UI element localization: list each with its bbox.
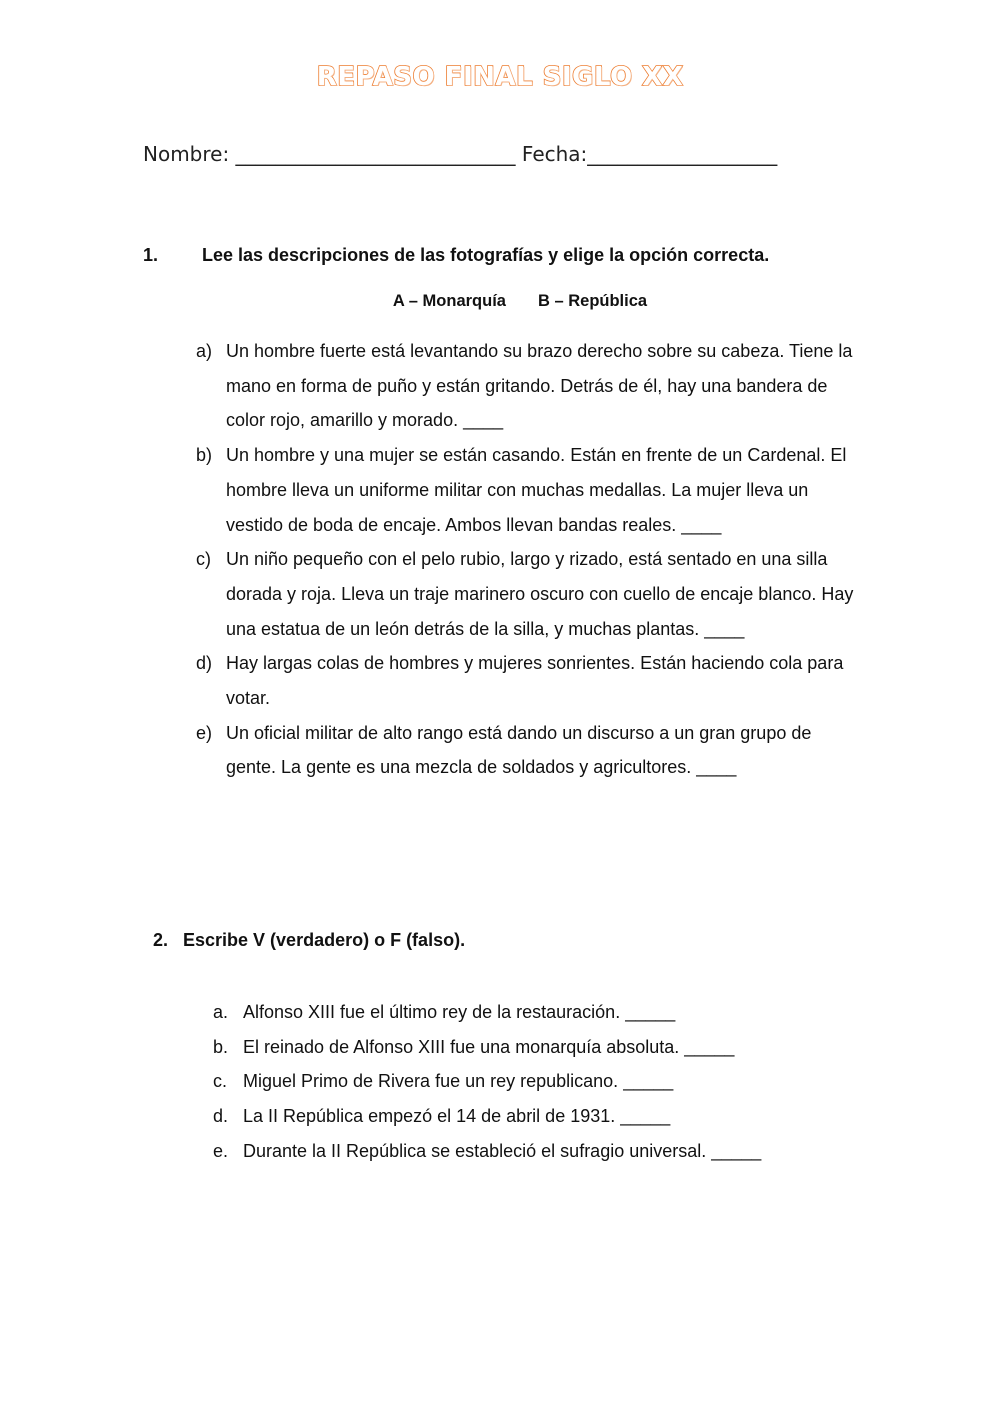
list-item[interactable] bbox=[196, 438, 866, 542]
question-1-number: 1. bbox=[143, 245, 159, 265]
question-1-text: Lee las descripciones de las fotografías y elige la opción correcta. bbox=[202, 245, 770, 265]
option-a: A – Monarquía bbox=[392, 292, 506, 310]
list-item[interactable] bbox=[196, 334, 866, 438]
item-marker: e. bbox=[213, 1140, 229, 1161]
item-text: Un hombre fuerte está levantando su brazo derecho sobre su cabeza. Tiene la mano en forma de puño y están gritando. Detrás de él, hay una bandera de color rojo, amarillo y morado. ____ bbox=[226, 341, 853, 431]
item-marker: e) bbox=[196, 722, 213, 743]
option-b: B – República bbox=[537, 292, 648, 310]
item-text: Un hombre y una mujer se están casando. Están en frente de un Cardenal. El hombre lleva un uniforme militar con muchas medallas. La mujer lleva un vestido de boda de encaje. Ambos llevan bandas reales. ____ bbox=[226, 445, 847, 535]
list-item[interactable] bbox=[213, 995, 863, 1030]
list-item[interactable] bbox=[196, 542, 866, 646]
item-text: Hay largas colas de hombres y mujeres sonrientes. Están haciendo cola para votar. bbox=[226, 653, 844, 709]
item-marker: a. bbox=[213, 1002, 229, 1022]
item-text: Alfonso XIII fue el último rey de la restauración. _____ bbox=[243, 1002, 676, 1022]
item-text: Un niño pequeño con el pelo rubio, largo y rizado, está sentado en una silla dorada y roja. Lleva un traje marinero oscuro con cuello de encaje blanco. Hay una estatua de un león detrás de la silla, y muchas plantas. ____ bbox=[226, 549, 854, 639]
item-text: Miguel Primo de Rivera fue un rey republicano. _____ bbox=[243, 1071, 674, 1092]
item-marker: c) bbox=[196, 549, 211, 570]
list-item[interactable] bbox=[196, 716, 866, 785]
list-item[interactable] bbox=[213, 1030, 863, 1065]
question-2-list bbox=[213, 995, 863, 1169]
item-text: Durante la II República se estableció el sufragio universal. _____ bbox=[243, 1140, 762, 1161]
question-1-list bbox=[196, 334, 866, 785]
item-marker: b) bbox=[196, 445, 213, 466]
question-1-heading bbox=[143, 245, 769, 266]
item-marker: c. bbox=[213, 1071, 228, 1092]
list-item[interactable] bbox=[213, 1099, 863, 1134]
item-marker: a) bbox=[196, 341, 213, 361]
item-marker: d) bbox=[196, 653, 213, 674]
question-2-text: Escribe V (verdadero) o F (falso). bbox=[183, 930, 466, 950]
list-item[interactable] bbox=[213, 1064, 863, 1099]
item-marker: b. bbox=[213, 1036, 229, 1057]
item-text: El reinado de Alfonso XIII fue una monarquía absoluta. _____ bbox=[243, 1036, 735, 1057]
answer-options bbox=[0, 292, 1000, 311]
worksheet-title: REPASO FINAL SIGLO XX bbox=[316, 62, 684, 92]
item-text: Un oficial militar de alto rango está dando un discurso a un gran grupo de gente. La gente es una mezcla de soldados y agricultores. ____ bbox=[226, 722, 812, 778]
name-date-line[interactable]: Nombre: ____________________________ Fecha:___________________ bbox=[143, 142, 778, 166]
list-item[interactable] bbox=[213, 1134, 863, 1169]
question-2-number: 2. bbox=[153, 930, 169, 950]
question-2-heading bbox=[153, 930, 465, 951]
item-text: La II República empezó el 14 de abril de 1931. _____ bbox=[243, 1106, 671, 1127]
list-item[interactable] bbox=[196, 646, 866, 715]
item-marker: d. bbox=[213, 1106, 229, 1127]
